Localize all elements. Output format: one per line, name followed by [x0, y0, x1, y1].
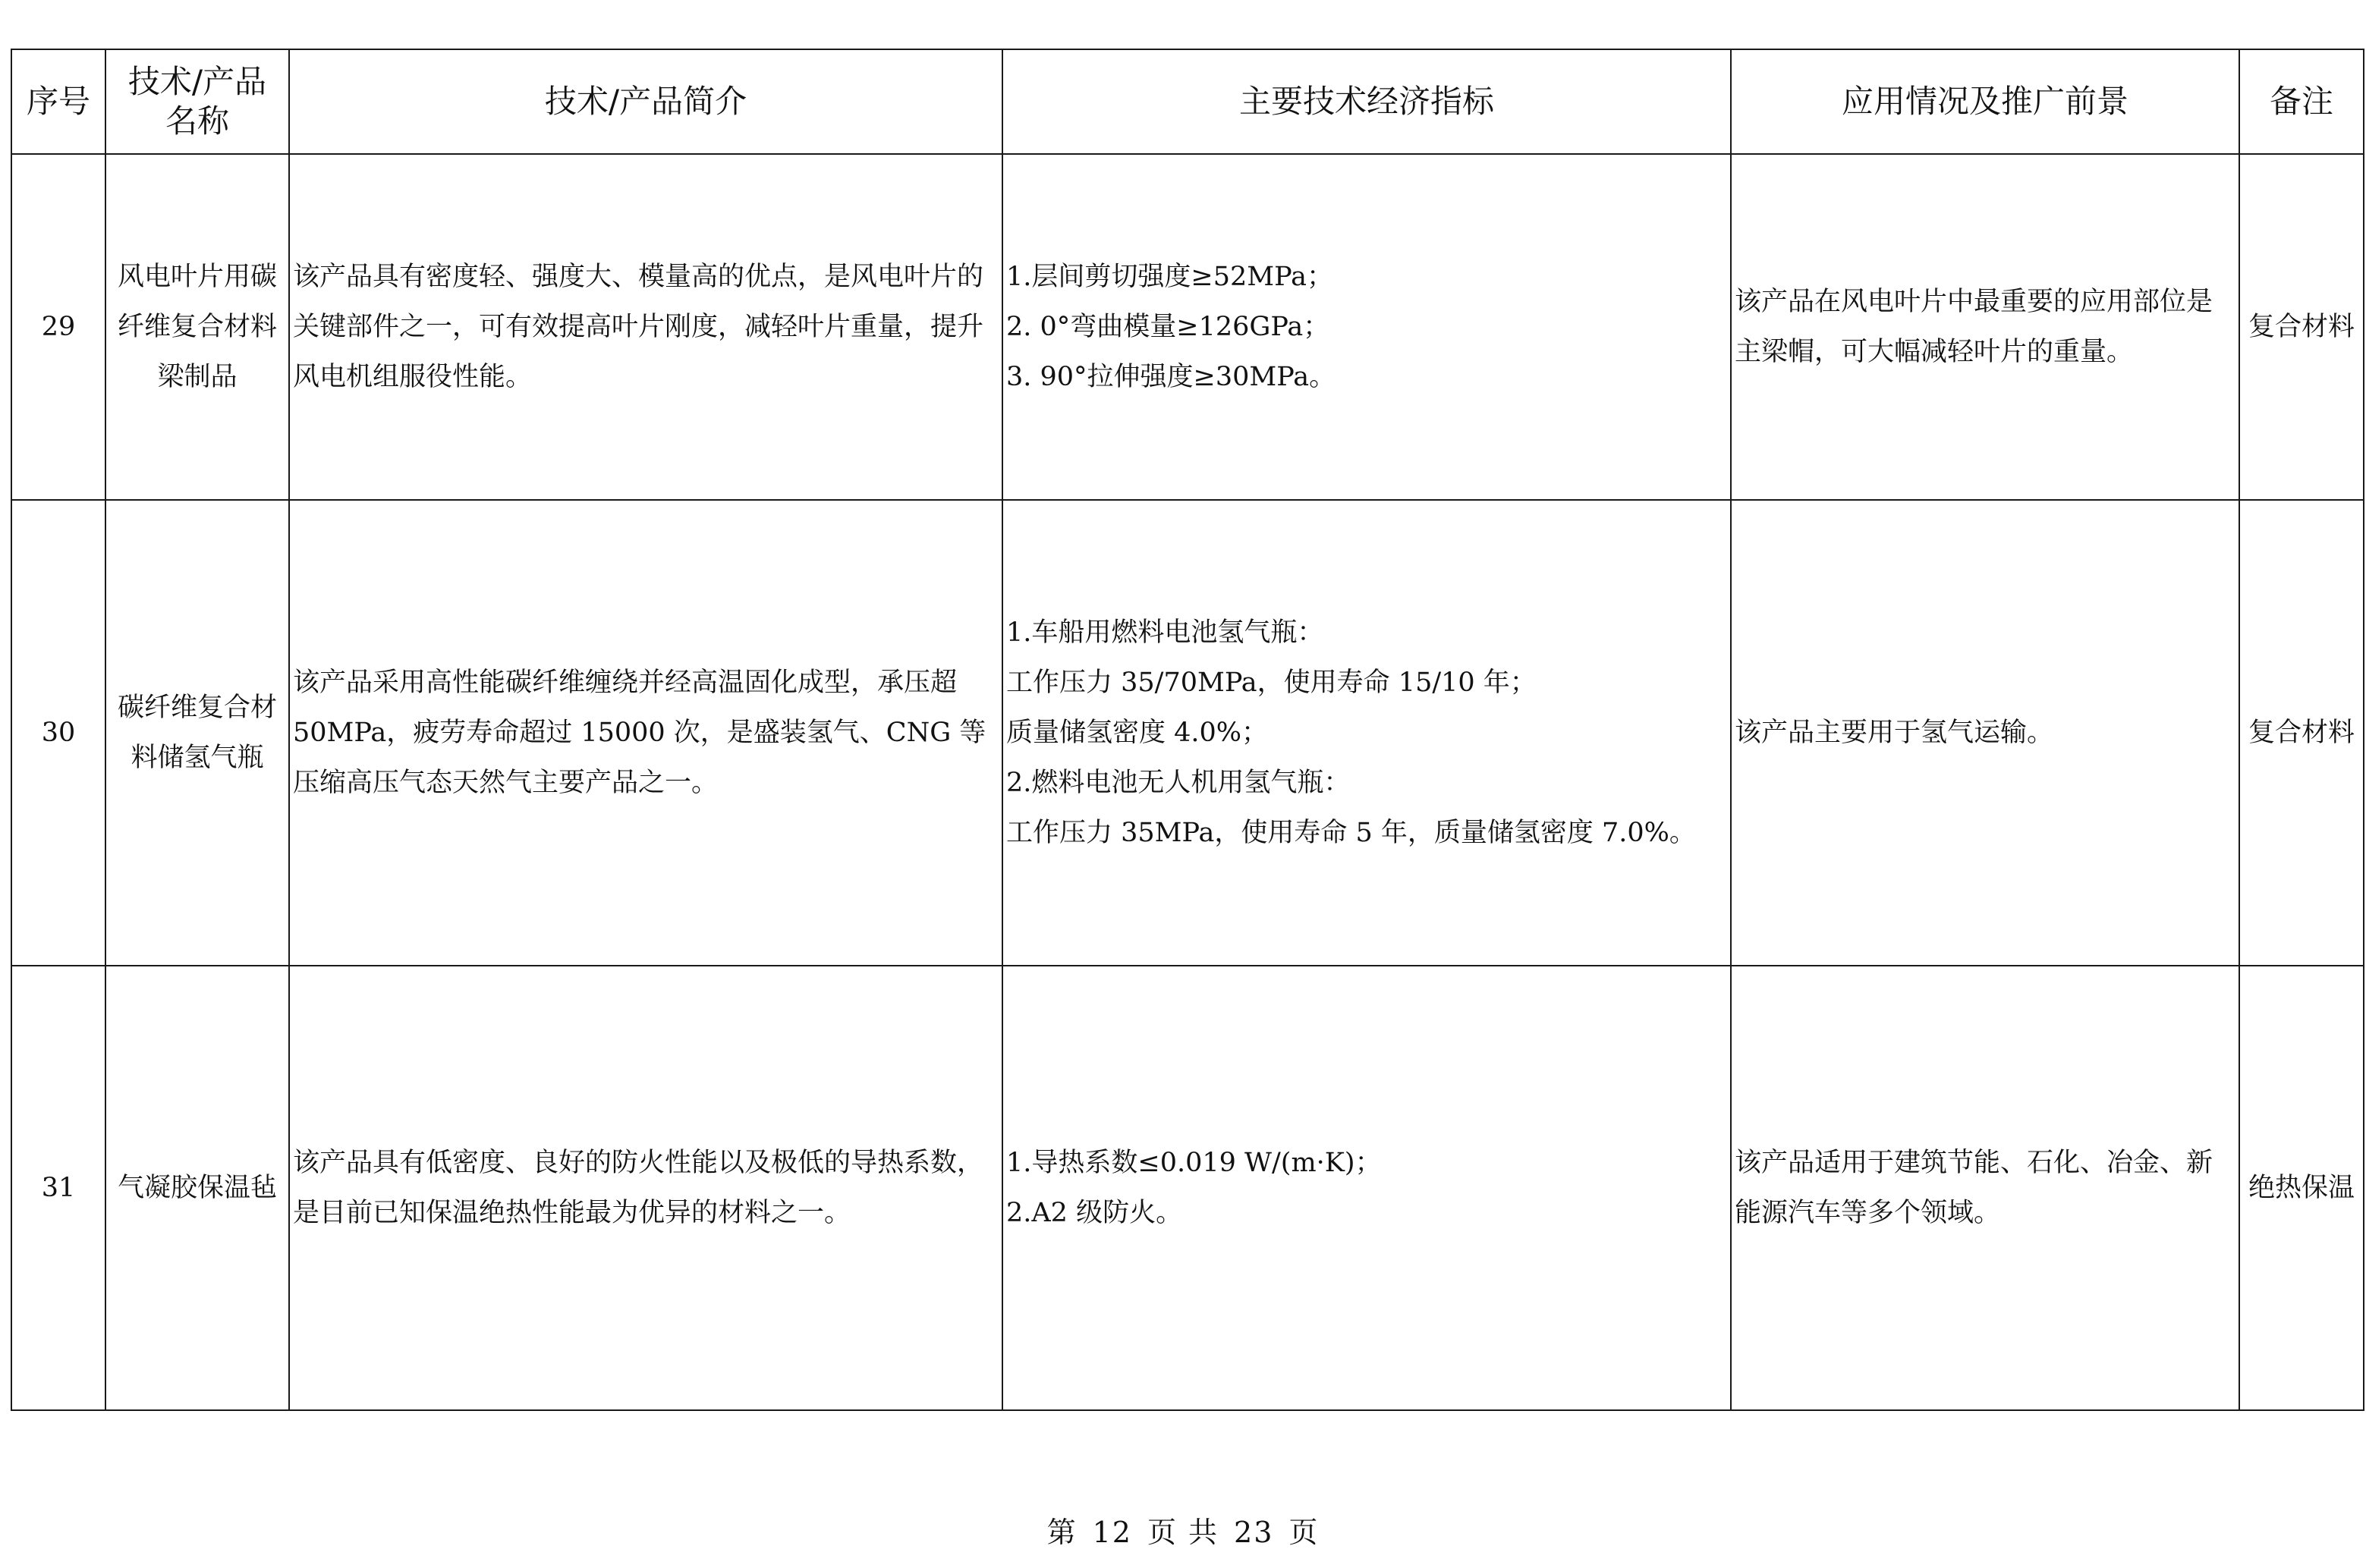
cell-name: 气凝胶保温毡 — [105, 966, 289, 1410]
cell-note: 复合材料 — [2239, 500, 2364, 966]
cell-seq: 31 — [11, 966, 105, 1410]
table-row — [11, 966, 2364, 1410]
footer-current-page: 12 — [1092, 1516, 1132, 1549]
footer-middle: 页 共 — [1147, 1516, 1219, 1549]
header-application: 应用情况及推广前景 — [1731, 49, 2239, 154]
cell-name: 碳纤维复合材料储氢气瓶 — [105, 500, 289, 966]
cell-note: 复合材料 — [2239, 154, 2364, 500]
cell-application: 该产品主要用于氢气运输。 — [1731, 500, 2239, 966]
header-name: 技术/产品 名称 — [105, 49, 289, 154]
page-footer — [0, 1513, 2366, 1551]
cell-application: 该产品适用于建筑节能、石化、冶金、新能源汽车等多个领域。 — [1731, 966, 2239, 1410]
footer-suffix: 页 — [1288, 1516, 1320, 1549]
cell-seq: 30 — [11, 500, 105, 966]
cell-metrics: 1.层间剪切强度≥52MPa； 2. 0°弯曲模量≥126GPa； 3. 90°拉伸强度≥30MPa。 — [1002, 154, 1731, 500]
table-row — [11, 500, 2364, 966]
table-header-row — [11, 49, 2364, 154]
cell-application: 该产品在风电叶片中最重要的应用部位是主梁帽，可大幅减轻叶片的重量。 — [1731, 154, 2239, 500]
footer-prefix: 第 — [1046, 1516, 1078, 1549]
cell-metrics: 1.导热系数≤0.019 W/(m·K)； 2.A2 级防火。 — [1002, 966, 1731, 1410]
cell-note: 绝热保温 — [2239, 966, 2364, 1410]
cell-intro: 该产品具有密度轻、强度大、模量高的优点，是风电叶片的关键部件之一，可有效提高叶片刚度，减轻叶片重量，提升风电机组服役性能。 — [289, 154, 1002, 500]
header-note: 备注 — [2239, 49, 2364, 154]
header-metrics: 主要技术经济指标 — [1002, 49, 1731, 154]
cell-metrics: 1.车船用燃料电池氢气瓶： 工作压力 35/70MPa，使用寿命 15/10 年； 质量储氢密度 4.0%； 2.燃料电池无人机用氢气瓶： 工作压力 35MPa，使用寿命 5 年，质量储氢密度 7.0%。 — [1002, 500, 1731, 966]
cell-intro: 该产品采用高性能碳纤维缠绕并经高温固化成型，承压超50MPa，疲劳寿命超过 15000 次，是盛装氢气、CNG 等压缩高压气态天然气主要产品之一。 — [289, 500, 1002, 966]
header-seq: 序号 — [11, 49, 105, 154]
cell-intro: 该产品具有低密度、良好的防火性能以及极低的导热系数，是目前已知保温绝热性能最为优异的材料之一。 — [289, 966, 1002, 1410]
cell-seq: 29 — [11, 154, 105, 500]
header-intro: 技术/产品简介 — [289, 49, 1002, 154]
footer-total-pages: 23 — [1234, 1516, 1274, 1549]
product-table — [11, 49, 2364, 1411]
cell-name: 风电叶片用碳纤维复合材料梁制品 — [105, 154, 289, 500]
table-row — [11, 154, 2364, 500]
